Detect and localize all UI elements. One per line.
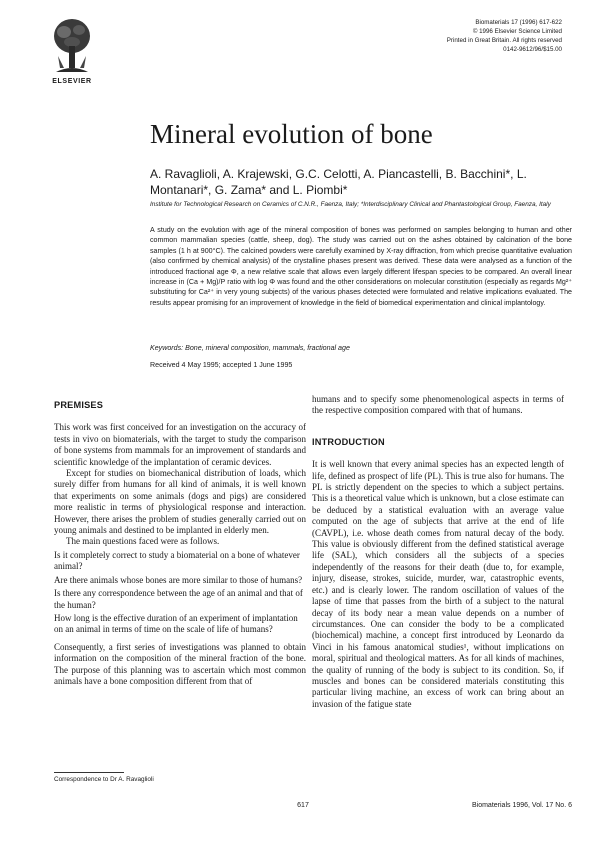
introduction-paragraph-1: It is well known that every animal species has an expected length of life, defined as prospect of life (PL). This is true also for humans. The PL is strictly dependent on the species to which a subject pertains. This is a theoretical value which is unknown, but a close estimate can be deduced by a statistical evaluation with an average value computed on the age of subjects that arrive at the end of life (CAVPL), i.e. whose death comes from natural decay of the body. This value is obviously different from the defined statistical average life (SAL), which considers all the subjects of a species independently of the reasons for their death (due to, for example, injury, disease, strokes, suicide, murder, war, catastrophic events, etc.) and is clearly lower. The random oscillation of values of the lapse of time that passes from the birth of a subject to the natural decay of its body near a mean value depends on a number of circumstances. One can consider the body to be a complicated (biochemical) machine, a concept first introduced by Leonardo da Vinci in his famous anatomical studies¹, without implications on moral, spiritual and theological matters. As for all kinds of machines, the quality of running of the body is subject to its condition. So, if muscles and bones can be considered materials constituting this particular living machine, an excess of work can bring about an invasion of the fatigue state xyxy=(312,459,564,709)
premises-paragraph-1: This work was first conceived for an investigation on the accuracy of tests in vivo on biomaterials, with the target to study the comparison of bone systems from mammals for an improvement of standards and scientific knowledge of the implantation of ceramic devices. xyxy=(54,422,306,467)
elsevier-tree-icon xyxy=(50,16,94,76)
article-title: Mineral evolution of bone xyxy=(150,119,433,149)
correspondence-footnote: Correspondence to Dr A. Ravaglioli xyxy=(54,776,154,783)
premises-paragraph-3: The main questions faced were as follows. xyxy=(66,536,220,547)
premises-paragraph-4: Consequently, a first series of investigations was planned to obtain information on the composition of the mineral fraction of the bone. The purpose of this planning was to ascertain which most common animals have a bone composition different from that of xyxy=(54,641,306,686)
question-2: Are there animals whose bones are more similar to those of humans? xyxy=(54,574,303,585)
journal-info xyxy=(380,18,562,54)
premises-continuation: humans and to specify some phenomenological aspects in terms of the respective composition compared with that of humans. xyxy=(312,394,564,416)
publisher-logo xyxy=(50,16,94,76)
affiliation: Institute for Technological Research on Ceramics of C.N.R., Faenza, Italy; *Interdisciplinary Clinical and Phantastological Group, Faenza, Italy xyxy=(150,201,551,208)
copyright-line: © 1996 Elsevier Science Limited xyxy=(472,28,562,35)
running-footer: Biomaterials 1996, Vol. 17 No. 6 xyxy=(471,802,572,809)
question-1: Is it completely correct to study a biomaterial on a bone of whatever animal? xyxy=(54,549,300,572)
received-dates: Received 4 May 1995; accepted 1 June 1995 xyxy=(150,361,293,369)
left-column xyxy=(54,394,306,687)
introduction-heading: INTRODUCTION xyxy=(312,436,385,447)
premises-paragraph-2: Except for studies on biomechanical distribution of loads, which surely differ from humans for all kind of animals, it is well known that experiments on some animals (dogs and pigs) are considered more realistic in terms of physiological response and interaction. However, there arises the problem of studies generally carried out on young animals and destined to be implanted in elderly men. xyxy=(54,468,306,536)
right-column xyxy=(312,394,564,710)
footnote-rule xyxy=(54,772,124,773)
page-number: 617 xyxy=(297,802,309,809)
abstract: A study on the evolution with age of the mineral composition of bones was performed on samples belonging to human and other common mammalian species (cattle, sheep, dog). The study was carried out on the ashes obtained by calcination of the bone samples (1 h at 900°C). The calcined powders were carefully examined by X-ray diffraction, from which precise quantitative evaluation (also confirmed by chemical analysis) of the crystalline phases present was derived. These data were analysed as a function of the introduced fractional age Φ, a new relative scale that allows even largely different lifespan species to be compared. An overall linear increase in (Ca + Mg)/P ratio with log Φ was found and the other considerations on molecular constitution (especially as regards Mg²⁺ substituting for Ca²⁺ in very young subjects) of the various phases detected were formulated and relative implications evaluated. The results appear promising for an improvement of knowledge in the field of biomedical experimentation and clinical implantology. xyxy=(150,226,572,307)
publisher-name: ELSEVIER xyxy=(52,78,92,85)
keywords: Keywords: Bone, mineral composition, mammals, fractional age xyxy=(150,344,350,352)
issn-line: 0142-9612/96/$15.00 xyxy=(503,46,562,53)
journal-citation: Biomaterials 17 (1996) 617-622 xyxy=(475,19,562,26)
question-3: Is there any correspondence between the age of an animal and that of the human? xyxy=(54,588,303,610)
author-list: A. Ravaglioli, A. Krajewski, G.C. Celotti, A. Piancastelli, B. Bacchini*, L. Montanari*, G. Zama* and L. Piombi* xyxy=(150,167,527,197)
premises-heading: PREMISES xyxy=(54,400,104,410)
printed-line: Printed in Great Britain. All rights reserved xyxy=(446,37,562,44)
question-4: How long is the effective duration of an experiment of implantation on an animal in terms of time on the scale of life of humans? xyxy=(54,612,298,635)
